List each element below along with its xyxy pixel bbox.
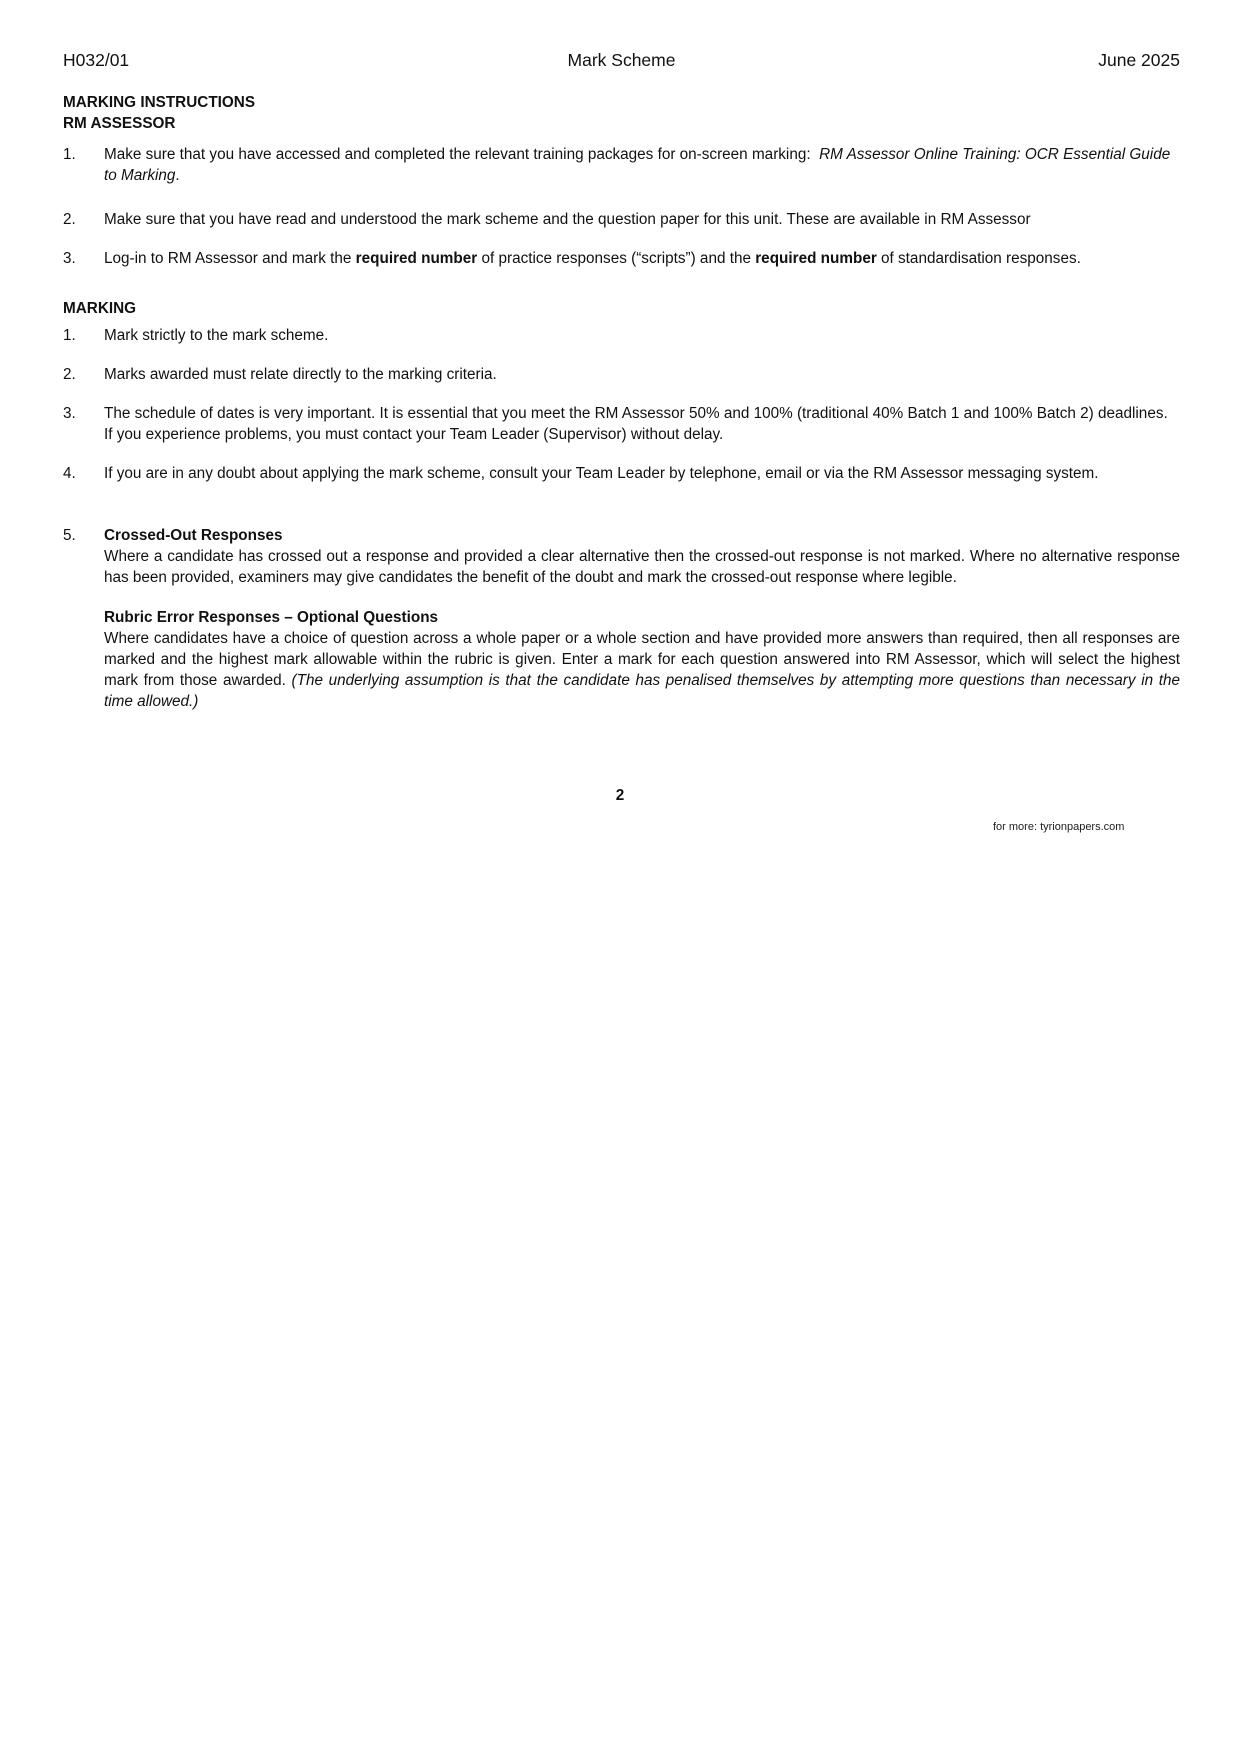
item-number: 2. — [63, 366, 76, 383]
item-text: If you are in any doubt about applying the mark scheme, consult your Team Leader by telephone, email or via the RM Assessor messaging system. — [104, 465, 1099, 482]
item-text: Marks awarded must relate directly to the marking criteria. — [104, 366, 497, 383]
rubric-error-italic-text: (The underlying assumption is that the candidate has penalised themselves by attempting more questions than necessary in the time allowed.) — [104, 672, 1181, 710]
item-text-part: Log-in to RM Assessor and mark the — [104, 250, 352, 267]
marking-instructions-list — [63, 144, 1180, 269]
header-date: June 2025 — [1098, 50, 1180, 70]
rubric-error-text: Where candidates have a choice of question across a whole paper or a whole section and have provided more answers than required, then all responses are marked and the highest mark allowable within the rubric is given. Enter a mark for each question answered into RM Assessor, which will select the highest mark from those awarded. — [104, 630, 1180, 689]
list-item — [63, 463, 1180, 484]
item-bold-text: required number — [355, 250, 478, 267]
item-text: The schedule of dates is very important. It is essential that you meet the RM Assessor 50% and 100% (traditional 40% Batch 1 and 100% Batch 2) deadlines. If you experience problems, you must contact your Team Leader (Supervisor) without delay. — [104, 405, 1168, 443]
item-number: 2. — [63, 211, 76, 228]
rubric-error-heading: Rubric Error Responses – Optional Questions — [104, 609, 439, 626]
page-number: 2 — [615, 787, 625, 804]
item-bold-text: required number — [755, 250, 877, 267]
marking-instructions-title: MARKING INSTRUCTIONS — [63, 94, 256, 111]
item-text: Mark strictly to the mark scheme. — [104, 327, 329, 344]
page-content — [63, 92, 1180, 712]
list-item — [63, 144, 1180, 186]
item-text-part: of standardisation responses. — [881, 250, 1081, 267]
page-header — [63, 50, 1180, 76]
list-item — [63, 525, 1180, 712]
marking-title: MARKING — [63, 300, 137, 317]
item-text: Make sure that you have read and understood the mark scheme and the question paper for this unit. These are available in RM Assessor — [104, 211, 1031, 228]
item-text: Make sure that you have accessed and completed the relevant training packages for on-screen marking: — [104, 146, 811, 163]
list-item — [63, 248, 1180, 269]
list-item — [63, 364, 1180, 385]
rubric-error-paragraph — [104, 628, 1180, 712]
list-item — [63, 209, 1180, 230]
item-number: 1. — [63, 327, 76, 344]
list-item — [63, 325, 1180, 346]
marking-list — [63, 325, 1180, 712]
crossed-out-text: Where a candidate has crossed out a response and provided a clear alternative then the crossed-out response is not marked. Where no alternative response has been provided, examiners may give candidates the benefit of the doubt and mark the crossed-out response where legible. — [104, 548, 1180, 586]
item-number: 4. — [63, 465, 76, 482]
header-paper-code: H032/01 — [63, 50, 130, 70]
item-number: 3. — [63, 405, 76, 422]
item-number: 3. — [63, 250, 76, 267]
item-text-part: of practice responses (“scripts”) and the — [481, 250, 751, 267]
footer-note: for more: tyrionpapers.com — [993, 821, 1125, 833]
list-item — [63, 403, 1180, 445]
rm-assessor-subtitle: RM ASSESSOR — [63, 115, 176, 132]
crossed-out-heading: Crossed-Out Responses — [104, 527, 283, 544]
header-document-title: Mark Scheme — [567, 50, 676, 70]
item-number: 1. — [63, 146, 76, 163]
item-text-end: . — [175, 167, 180, 184]
item-number: 5. — [63, 527, 76, 544]
item-italic-text: RM Assessor Online Training: OCR Essential Guide to Marking — [104, 146, 1171, 184]
